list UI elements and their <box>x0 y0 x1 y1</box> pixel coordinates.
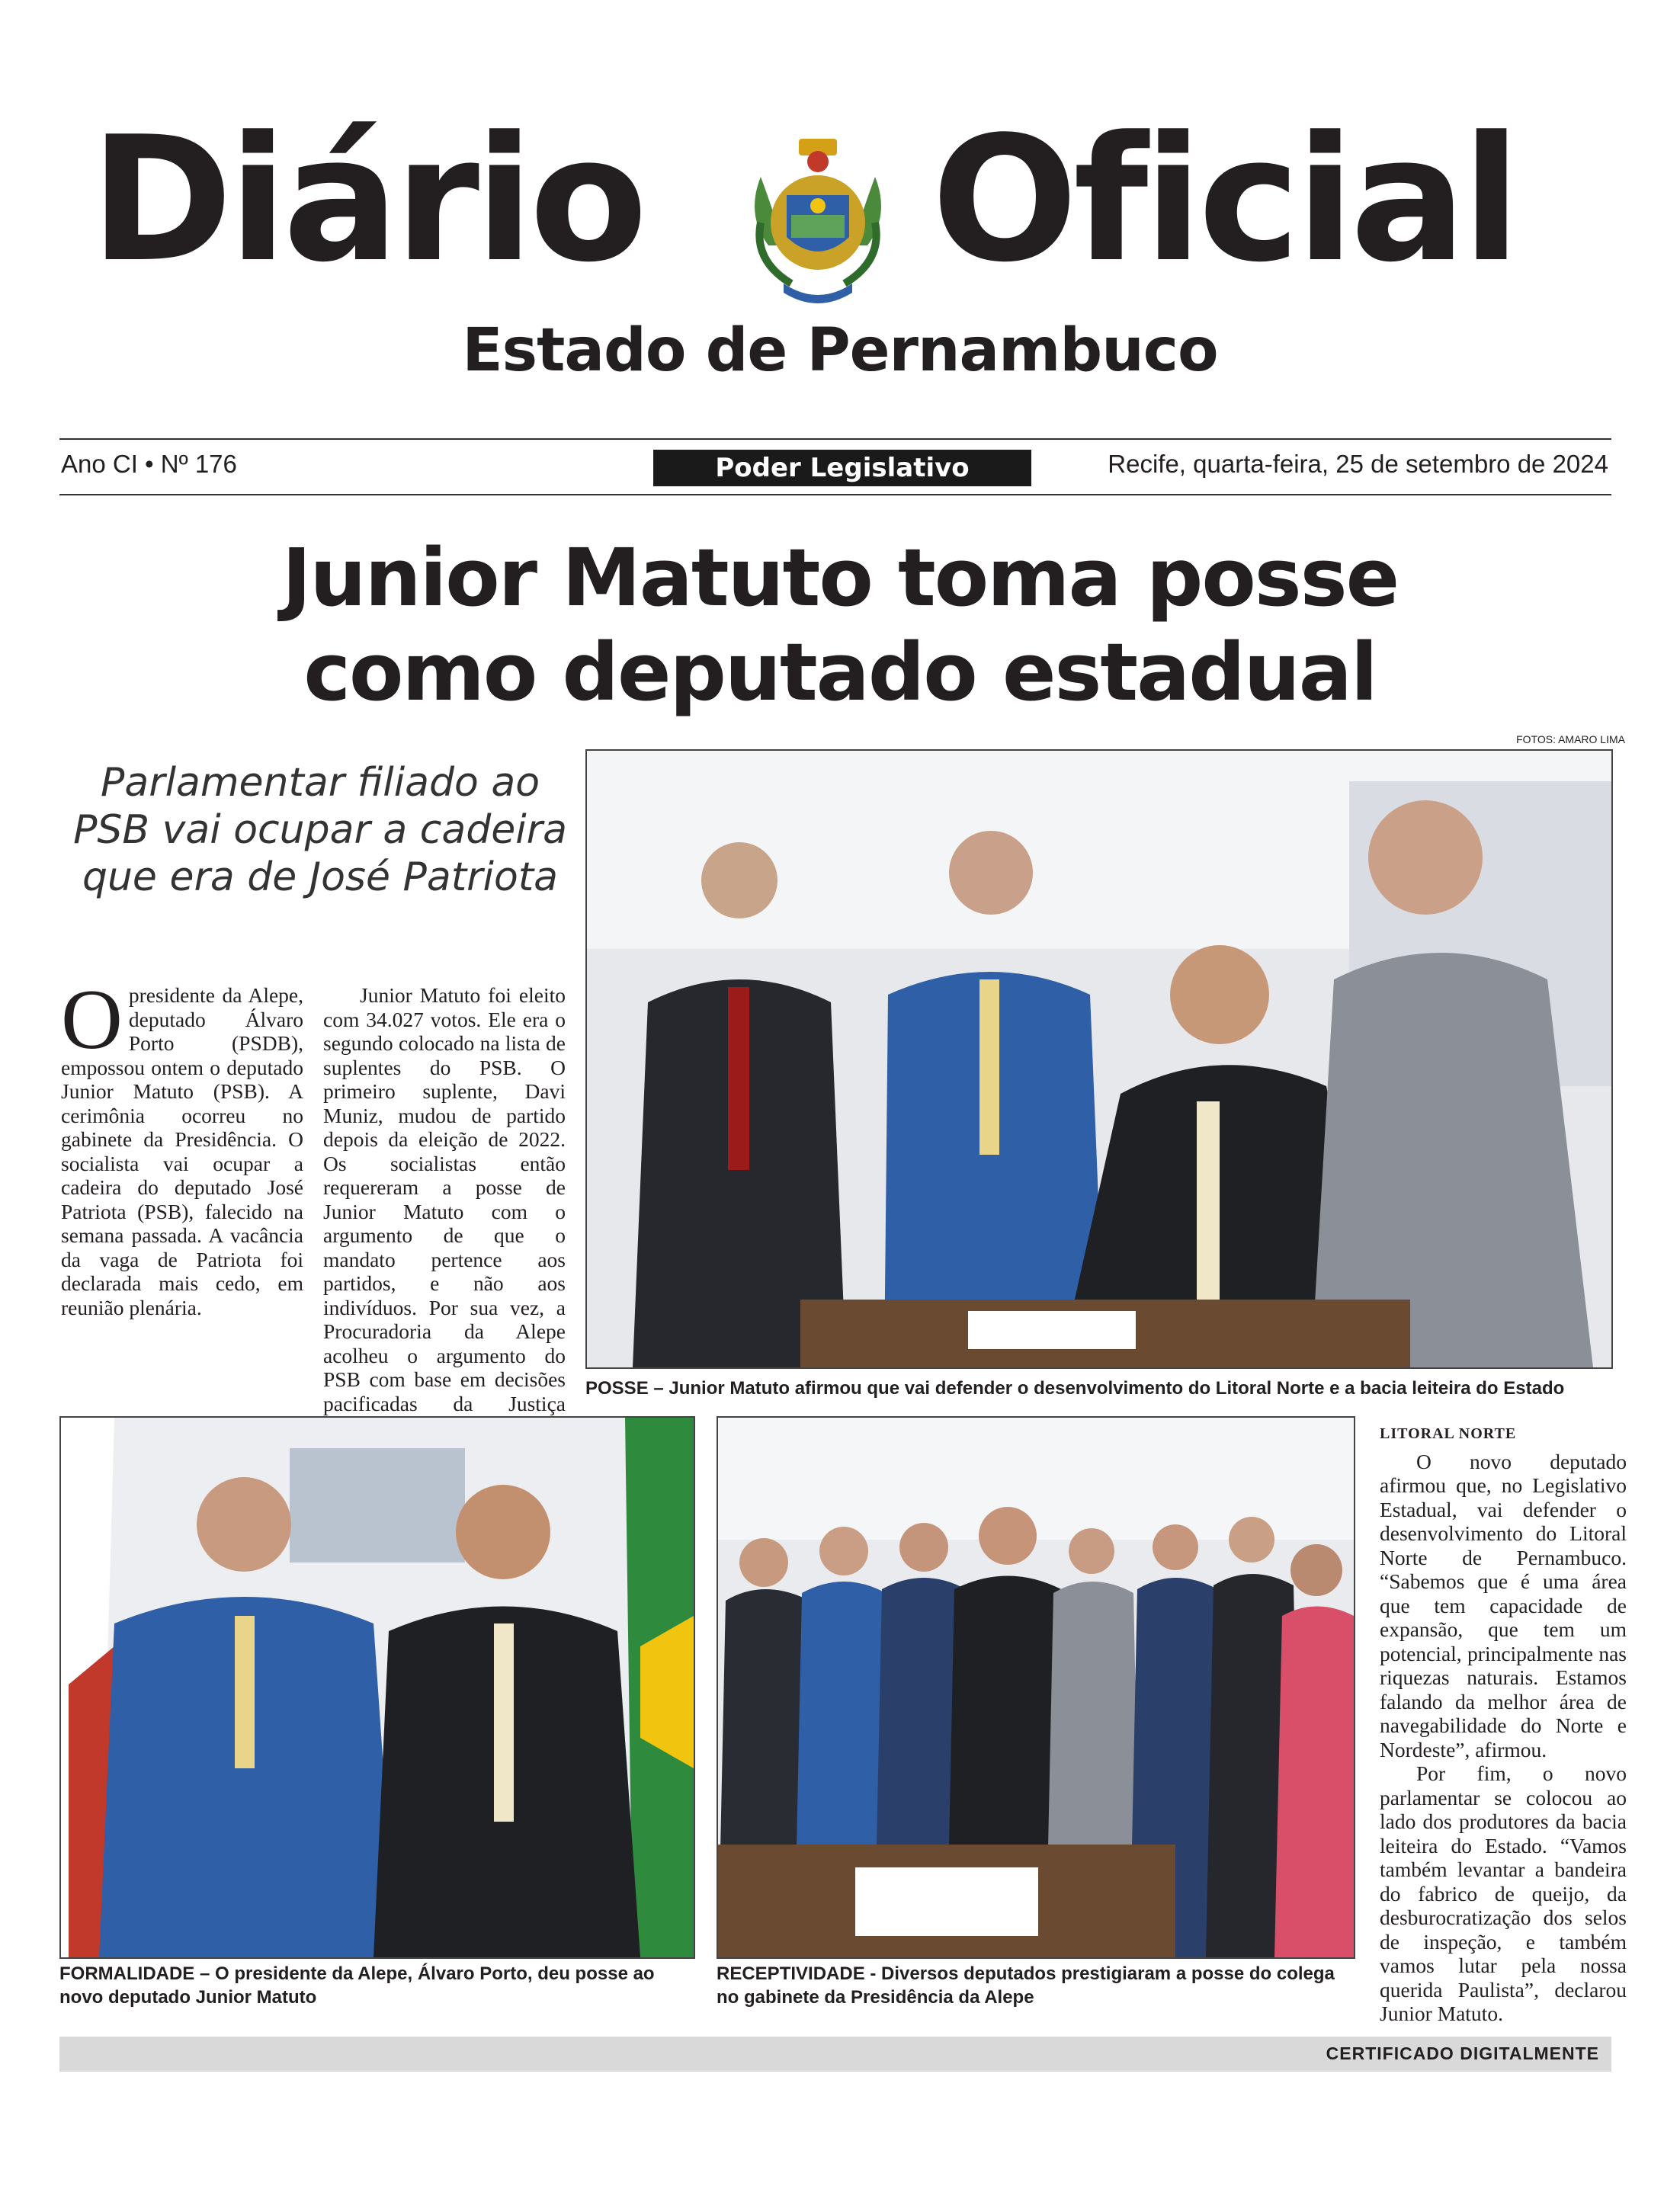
drop-cap: O <box>61 973 123 1067</box>
main-photo <box>585 749 1613 1369</box>
subheading-litoral-norte: LITORAL NORTE <box>1380 1425 1517 1442</box>
masthead-title-left: Diário <box>90 100 643 300</box>
paragraph-4: O novo deputado afirmou que, no Legislativo Estadual, vai defender o desenvolvimento do Litoral Norte de Pernambuco. “Sabemos que é uma área que tem capacidade de expansão, que tem um potencial, principalmente nas riquezas naturais. Estamos falando da melhor área de navegabilidade do Norte e Nordeste”, afirmou. <box>1380 1449 1627 1761</box>
certification-bar <box>59 2037 1611 2072</box>
main-photo-caption: POSSE – Junior Matuto afirmou que vai defender o desenvolvimento do Litoral Norte e a bacia leiteira do Estado <box>585 1378 1565 1399</box>
headline-line-1: Junior Matuto toma posse <box>281 531 1399 624</box>
headline-line-2: como deputado estadual <box>303 626 1377 719</box>
paragraph-5: Por fim, o novo parlamentar se colocou ao lado dos produtores da bacia leiteira do Estado. “Vamos também levantar a bandeira do fabrico de queijo, da desburocratização dos selos de inspeção, e também vamos lutar pela nossa querida Paulista”, declarou Junior Matuto. <box>1380 1761 1627 2025</box>
bottom-rule <box>59 494 1611 495</box>
photo-credit: FOTOS: AMARO LIMA <box>1516 733 1625 745</box>
section-label: Poder Legislativo <box>653 450 1031 486</box>
masthead-subtitle: Estado de Pernambuco <box>462 316 1218 385</box>
certification-label: CERTIFICADO DIGITALMENTE <box>1326 2043 1599 2063</box>
edition-number: Ano CI • Nº 176 <box>61 450 237 478</box>
paragraph-1: Opresidente da Alepe, deputado Álvaro Porto (PSDB), empossou ontem o deputado Junior Matuto (PSB). A cerimônia ocorreu no gabinete da Presidência. O socialista vai ocupar a cadeira do deputado José Patriota (PSB), falecido na semana passada. A vacância da vaga de Patriota foi declarada mais cedo, em reunião plenária. <box>61 973 303 1319</box>
article-column-1 <box>61 973 303 1319</box>
deck: Parlamentar filiado ao PSB vai ocupar a cadeira que era de José Patriota <box>73 760 567 900</box>
top-rule <box>59 438 1611 440</box>
formal-portrait-image <box>61 1418 694 1957</box>
group-deputies-image <box>718 1418 1354 1957</box>
ceremony-photo-image <box>587 751 1611 1367</box>
middle-photo <box>717 1416 1355 1959</box>
dateline: Recife, quarta-feira, 25 de setembro de 2024 <box>1108 450 1608 478</box>
paragraph-2: Junior Matuto foi eleito com 34.027 votos. Ele era o segundo colocado na lista de suplentes do PSB. O primeiro suplente, Davi Muniz, mudou de partido depois da eleição de 2022. Os socialistas então requereram a posse de Junior Matuto com o argumento de que o mandato pertence aos partidos, e não aos indivíduos. Por sua vez, a Procuradoria da Alepe acolheu o argumento do PSB com base em decisões pacificadas da Justiça <box>323 983 566 1415</box>
left-photo-caption: FORMALIDADE – O presidente da Alepe, Álvaro Porto, deu posse ao novo deputado Junior Matuto <box>59 1963 655 2008</box>
middle-photo-caption: RECEPTIVIDADE - Diversos deputados prestigiaram a posse do colega no gabinete da Presidência da Alepe <box>717 1963 1335 2008</box>
left-photo <box>59 1416 695 1959</box>
masthead-title-right: Oficial <box>931 100 1517 300</box>
headline <box>76 530 1604 720</box>
pernambuco-coat-of-arms-icon <box>738 131 898 314</box>
article-column-3 <box>1380 1422 1627 2026</box>
